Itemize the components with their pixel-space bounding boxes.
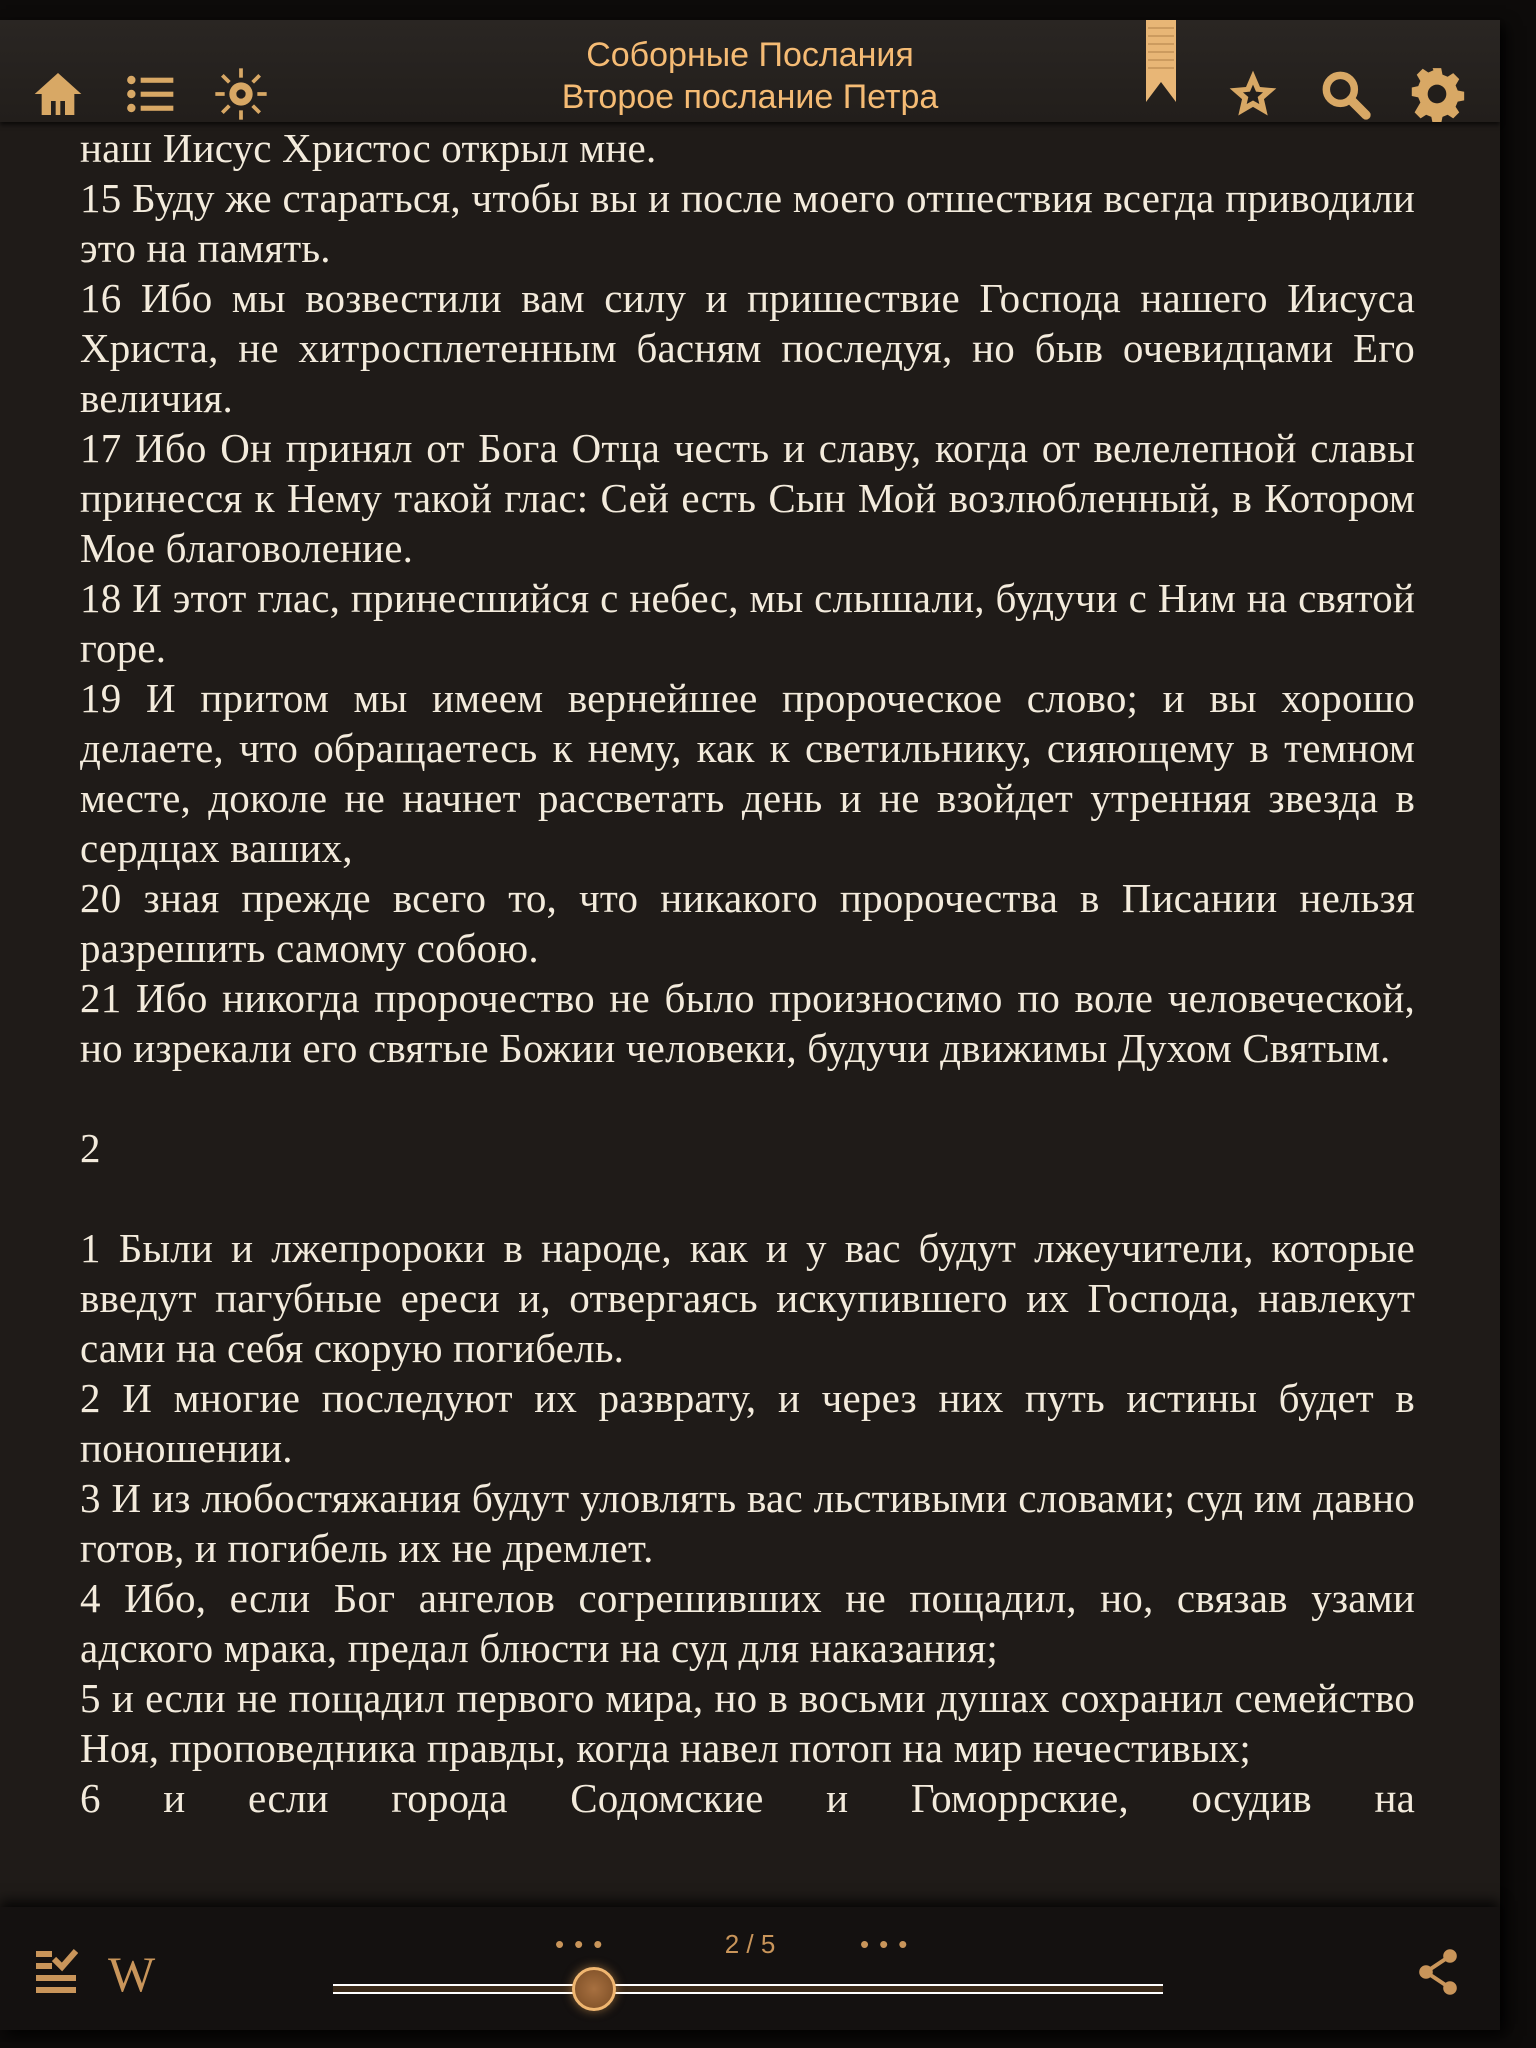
spacer (80, 1173, 1415, 1223)
page-indicator: 2 / 5 (724, 1929, 776, 1959)
verse: 21 Ибо никогда пророчество не было произносимо по воле человеческой, но изрекали его святые Божии человеки, будучи движимы Духом Святым. (80, 975, 1415, 1071)
top-toolbar (0, 20, 1500, 122)
page-slider-thumb[interactable] (572, 1967, 616, 2011)
bookmark-icon[interactable] (1144, 20, 1178, 102)
scripture-text (80, 123, 1415, 1823)
chapter-title: Второе послание Петра (561, 78, 939, 116)
verse: наш Иисус Христос открыл мне. (80, 125, 657, 171)
verse: 6 и если города Содомские и Гоморрские, осудив на (80, 1775, 1415, 1821)
verse: 17 Ибо Он принял от Бога Отца честь и славу, когда от велелепной славы принесся к Нему такой глас: Сей есть Сын Мой возлюбленный, в Котором Мое благоволение. (80, 425, 1415, 571)
checklist-icon[interactable] (34, 1947, 78, 1995)
verse: 2 И многие последуют их разврату, и через них путь истины будет в поношении. (80, 1375, 1415, 1471)
page-slider[interactable] (333, 1984, 1163, 1994)
previous-pages-dots[interactable]: ••• (555, 1929, 613, 1959)
gear-icon[interactable] (1409, 66, 1465, 122)
share-icon[interactable] (1418, 1947, 1458, 1997)
verse: 18 И этот глас, принесшийся с небес, мы слышали, будучи с Ним на святой горе. (80, 575, 1415, 671)
book-title: Соборные Послания (586, 36, 914, 74)
verse: 19 И притом мы имеем вернейшее пророческое слово; и вы хорошо делаете, что обращаетесь к нему, как к светильнику, сияющему в темном месте, доколе не начнет рассветать день и не взойдет утренняя звезда в сердцах ваших, (80, 675, 1415, 871)
spacer (80, 1073, 1415, 1123)
chapter-number: 2 (80, 1125, 101, 1171)
search-icon[interactable] (1317, 66, 1373, 122)
star-icon[interactable] (1225, 66, 1281, 122)
text-fade (0, 1860, 1500, 1907)
verse: 16 Ибо мы возвестили вам силу и пришествие Господа нашего Иисуса Христа, не хитросплетенным басням последуя, но быв очевидцами Его величия. (80, 275, 1415, 421)
verse: 5 и если не пощадил первого мира, но в восьми душах сохранил семейство Ноя, проповедника правды, когда навел потоп на мир нечестивых; (80, 1675, 1415, 1771)
wikipedia-button[interactable]: W (108, 1946, 156, 2002)
verse: 20 зная прежде всего то, что никакого пророчества в Писании нельзя разрешить самому собою. (80, 875, 1415, 971)
verse: 1 Были и лжепророки в народе, как и у вас будут лжеучители, которые введут пагубные ереси и, отвергаясь искупившего их Господа, навлекут сами на себя скорую погибель. (80, 1225, 1415, 1371)
next-pages-dots[interactable]: ••• (860, 1929, 918, 1959)
verse: 4 Ибо, если Бог ангелов согрешивших не пощадил, но, связав узами адского мрака, предал блюсти на суд для наказания; (80, 1575, 1415, 1671)
bottom-toolbar (0, 1907, 1500, 2030)
verse: 15 Буду же стараться, чтобы вы и после моего отшествия всегда приводили это на память. (80, 175, 1415, 271)
verse: 3 И из любостяжания будут уловлять вас льстивыми словами; суд им давно готов, и погибель их не дремлет. (80, 1475, 1415, 1571)
